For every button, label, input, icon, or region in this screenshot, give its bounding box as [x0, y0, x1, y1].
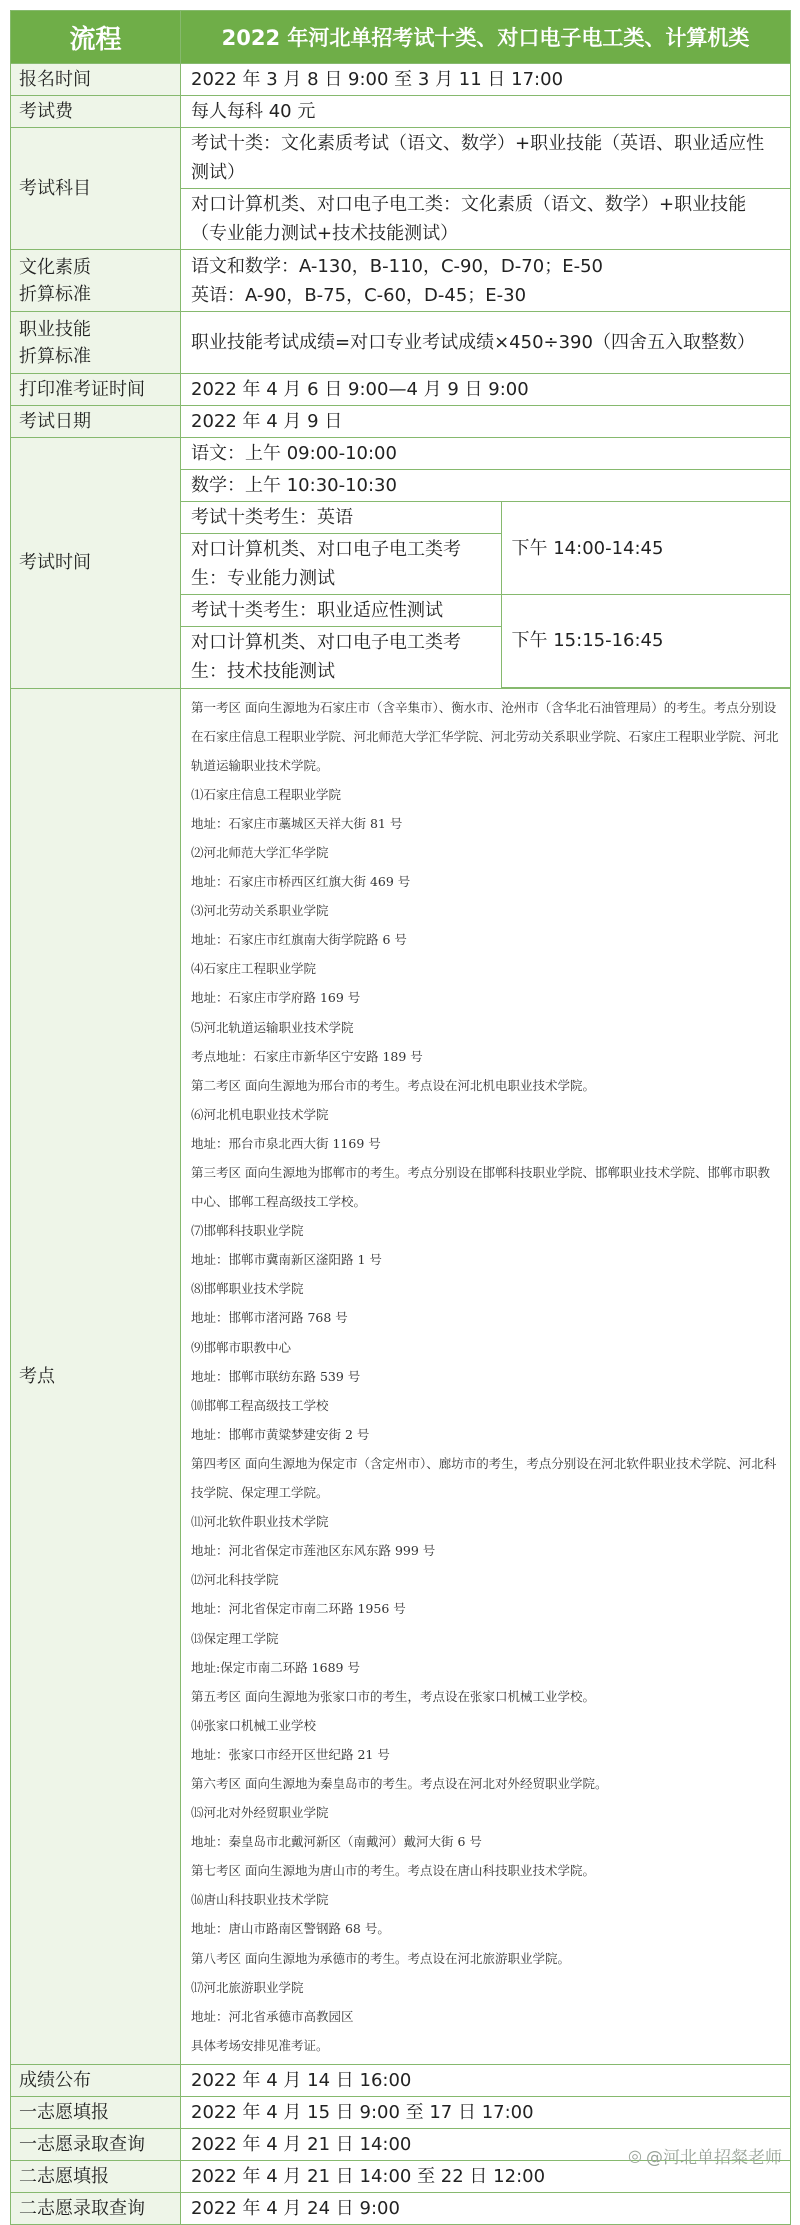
site-line: ⑵河北师范大学汇华学院 [191, 844, 329, 860]
table-header [11, 11, 791, 64]
score-release-label: 成绩公布 [11, 2064, 181, 2096]
row-fee [11, 96, 791, 128]
second-fill-label: 二志愿填报 [11, 2160, 181, 2192]
culture-label-line-2: 折算标准 [19, 283, 91, 305]
row-score-release [11, 2064, 791, 2096]
second-fill-value: 2022 年 4 月 21 日 14:00 至 22 日 12:00 [181, 2160, 791, 2192]
first-query-value: 2022 年 4 月 21 日 14:00 [181, 2128, 791, 2160]
site-line: 地址：河北省保定市南二环路 1956 号 [191, 1601, 406, 1617]
site-line: 地址：秦皇岛市北戴河新区（南戴河）戴河大街 6 号 [191, 1834, 482, 1850]
first-fill-value: 2022 年 4 月 15 日 9:00 至 17 日 17:00 [181, 2096, 791, 2128]
subjects-subtable [181, 128, 790, 249]
site-line: ⒂河北对外经贸职业学院 [191, 1805, 329, 1821]
subjects-label: 考试科目 [11, 128, 181, 250]
exam-time-chinese: 语文：上午 09:00-10:00 [181, 438, 791, 470]
site-line: ⒃唐山科技职业技术学院 [191, 1892, 329, 1908]
row-second-query [11, 2192, 791, 2224]
culture-label-line-1: 文化素质 [19, 256, 91, 278]
exam-time-tech-group: 对口计算机类、对口电子电工类考生：技术技能测试 [181, 627, 501, 688]
exam-time-prof-group: 对口计算机类、对口电子电工类考生：专业能力测试 [181, 534, 501, 595]
site-line: 第六考区 面向生源地为秦皇岛市的考生。考点设在河北对外经贸职业学院。 [191, 1775, 608, 1791]
row-first-fill [11, 2096, 791, 2128]
row-culture [11, 250, 791, 312]
site-line: 地址：河北省保定市莲池区东风东路 999 号 [191, 1543, 436, 1559]
culture-value [181, 250, 791, 312]
header-title: 2022 年河北单招考试十类、对口电子电工类、计算机类 [181, 11, 791, 64]
exam-time-pm-1: 下午 14:00-14:45 [501, 502, 791, 595]
admission-print-value: 2022 年 4 月 6 日 9:00—4 月 9 日 9:00 [181, 374, 791, 406]
site-line: ⑹河北机电职业技术学院 [191, 1106, 329, 1122]
header-label: 流程 [11, 11, 181, 64]
site-line: ⑾河北软件职业技术学院 [191, 1514, 329, 1530]
score-release-value: 2022 年 4 月 14 日 16:00 [181, 2064, 791, 2096]
skill-value: 职业技能考试成绩=对口专业考试成绩×450÷390（四舍五入取整数） [181, 312, 791, 374]
fee-value: 每人每科 40 元 [181, 96, 791, 128]
site-line: 具体考场安排见准考证。 [191, 2037, 329, 2053]
admission-print-label: 打印准考证时间 [11, 374, 181, 406]
site-line: 地址：石家庄市学府路 169 号 [191, 990, 361, 1006]
row-exam-time [11, 438, 791, 689]
exam-time-pm-2: 下午 15:15-16:45 [501, 595, 791, 688]
registration-label: 报名时间 [11, 64, 181, 96]
site-line: 地址：邯郸市联纺东路 539 号 [191, 1368, 361, 1384]
watermark-text: @河北单招粲老师 [646, 2148, 782, 2168]
site-line: ⒄河北旅游职业学院 [191, 1979, 304, 1995]
sites-list [181, 688, 791, 2064]
site-line: ⑿河北科技学院 [191, 1572, 279, 1588]
exam-date-value: 2022 年 4 月 9 日 [181, 406, 791, 438]
site-line: 第八考区 面向生源地为承德市的考生。考点设在河北旅游职业学院。 [191, 1950, 570, 1966]
subjects-line-2: 对口计算机类、对口电子电工类：文化素质（语文、数学）+职业技能（专业能力测试+技术技能测试） [181, 189, 790, 250]
second-query-value: 2022 年 4 月 24 日 9:00 [181, 2192, 791, 2224]
exam-time-adapt-group: 考试十类考生：职业适应性测试 [181, 595, 501, 627]
skill-label [11, 312, 181, 374]
culture-line-2: 英语：A-90，B-75，C-60，D-45；E-30 [191, 284, 527, 306]
row-skill [11, 312, 791, 374]
first-query-label: 一志愿录取查询 [11, 2128, 181, 2160]
site-line: ⑽邯郸工程高级技工学校 [191, 1397, 329, 1413]
sites-label: 考点 [11, 688, 181, 2064]
site-line: ⑶河北劳动关系职业学院 [191, 903, 329, 919]
second-query-label: 二志愿录取查询 [11, 2192, 181, 2224]
site-line: 地址：石家庄市桥西区红旗大街 469 号 [191, 874, 411, 890]
site-line: 第七考区 面向生源地为唐山市的考生。考点设在唐山科技职业技术学院。 [191, 1863, 595, 1879]
site-line: ⑷石家庄工程职业学院 [191, 961, 317, 977]
site-line: ⑺邯郸科技职业学院 [191, 1223, 304, 1239]
watermark [628, 2143, 782, 2168]
site-line: 地址：唐山市路南区警钢路 68 号。 [191, 1921, 390, 1937]
site-line: ⒀保定理工学院 [191, 1630, 279, 1646]
row-exam-date [11, 406, 791, 438]
site-line: ⑴石家庄信息工程职业学院 [191, 786, 342, 802]
exam-time-label: 考试时间 [11, 438, 181, 689]
row-admission-print [11, 374, 791, 406]
culture-label [11, 250, 181, 312]
skill-label-line-1: 职业技能 [19, 318, 91, 340]
site-line: 地址：河北省承德市高教园区 [191, 2008, 354, 2024]
schedule-table [10, 10, 791, 2225]
site-line: 第四考区 面向生源地为保定市（含定州市）、廊坊市的考生，考点分别设在河北软件职业技术学院、河北科技学院、保定理工学院。 [191, 1455, 777, 1501]
site-line: 考点地址：石家庄市新华区宁安路 189 号 [191, 1048, 423, 1064]
exam-time-english-group: 考试十类考生：英语 [181, 502, 501, 534]
site-line: 地址：邢台市泉北西大街 1169 号 [191, 1135, 381, 1151]
fee-label: 考试费 [11, 96, 181, 128]
site-line: 地址：邯郸市黄粱梦建安街 2 号 [191, 1426, 370, 1442]
site-line: 第一考区 面向生源地为石家庄市（含辛集市）、衡水市、沧州市（含华北石油管理局）的考生。考点分别设在石家庄信息工程职业学院、河北师范大学汇华学院、河北劳动关系职业学院、石家庄工程职业学院、河北轨道运输职业技术学院。 [191, 699, 779, 773]
exam-time-subtable [181, 438, 791, 688]
skill-label-line-2: 折算标准 [19, 345, 91, 367]
row-sites [11, 688, 791, 2064]
site-line: 地址：邯郸市冀南新区滏阳路 1 号 [191, 1252, 382, 1268]
site-line: 地址：张家口市经开区世纪路 21 号 [191, 1746, 390, 1762]
exam-time-math: 数学：上午 10:30-10:30 [181, 470, 791, 502]
site-line: ⑸河北轨道运输职业技术学院 [191, 1019, 354, 1035]
site-line: ⑼邯郸市职教中心 [191, 1339, 292, 1355]
camera-icon: ◎ [628, 2146, 642, 2165]
site-line: 第二考区 面向生源地为邢台市的考生。考点设在河北机电职业技术学院。 [191, 1077, 595, 1093]
site-line: 地址：石家庄市藁城区天祥大街 81 号 [191, 815, 403, 831]
site-line: 地址：邯郸市渚河路 768 号 [191, 1310, 348, 1326]
site-line: 地址：石家庄市红旗南大街学院路 6 号 [191, 932, 407, 948]
exam-date-label: 考试日期 [11, 406, 181, 438]
site-line: 第三考区 面向生源地为邯郸市的考生。考点分别设在邯郸科技职业学院、邯郸职业技术学院、邯郸市职教中心、邯郸工程高级技工学校。 [191, 1165, 770, 1210]
row-registration [11, 64, 791, 96]
site-line: 第五考区 面向生源地为张家口市的考生，考点设在张家口机械工业学校。 [191, 1688, 595, 1704]
registration-value: 2022 年 3 月 8 日 9:00 至 3 月 11 日 17:00 [181, 64, 791, 96]
culture-line-1: 语文和数学：A-130，B-110，C-90，D-70；E-50 [191, 255, 603, 277]
site-line: ⑻邯郸职业技术学院 [191, 1281, 304, 1297]
subjects-line-1: 考试十类：文化素质考试（语文、数学）+职业技能（英语、职业适应性测试） [181, 128, 790, 189]
first-fill-label: 一志愿填报 [11, 2096, 181, 2128]
site-line: 地址:保定市南二环路 1689 号 [191, 1659, 360, 1675]
site-line: ⒁张家口机械工业学校 [191, 1717, 317, 1733]
row-subjects [11, 128, 791, 250]
